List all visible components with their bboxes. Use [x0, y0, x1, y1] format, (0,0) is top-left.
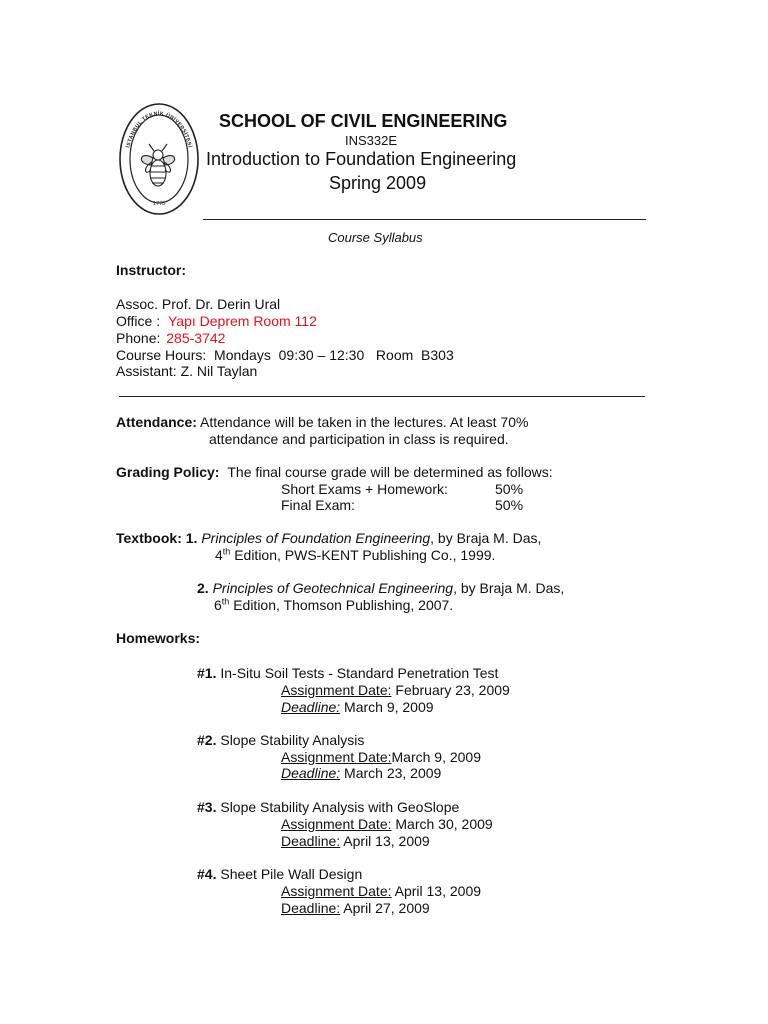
attendance-text-1: Attendance will be taken in the lectures. At least 70% [200, 414, 529, 430]
bee-emblem-icon [141, 144, 174, 186]
deadline-label: Deadline: [281, 833, 341, 849]
book-author: , by Braja M. Das, [453, 580, 565, 596]
grading-label: Grading Policy: [116, 464, 220, 480]
homework-deadline [281, 833, 430, 850]
phone-label: Phone: [116, 330, 161, 346]
phone-value: 285-3742 [166, 330, 226, 346]
book-edition-rest: Edition, Thomson Publishing, 2007. [229, 597, 454, 613]
grading-item-name: Short Exams + Homework: [281, 481, 448, 497]
book-edition-number: 4 [215, 547, 223, 563]
assignment-date-label: Assignment Date: [281, 816, 392, 832]
university-seal-logo [118, 102, 200, 216]
book-title: Principles of Foundation Engineering [201, 530, 431, 546]
book-edition-suffix: th [221, 596, 230, 607]
book-edition-suffix: th [222, 546, 231, 557]
homework-assignment [281, 682, 510, 699]
homework-title: Sheet Pile Wall Design [220, 866, 363, 882]
term: Spring 2009 [329, 173, 427, 193]
textbook-1-line [116, 530, 541, 547]
grading-item-value: 50% [495, 481, 524, 497]
attendance-label: Attendance: [116, 414, 197, 430]
deadline-label: Deadline: [281, 900, 341, 916]
deadline-date: March 9, 2009 [344, 699, 434, 715]
course-title: Introduction to Foundation Engineering [206, 149, 517, 169]
textbook-1-edition [215, 547, 495, 564]
deadline-date: April 27, 2009 [343, 900, 430, 916]
instructor-divider [119, 396, 645, 397]
assignment-date-label: Assignment Date: [281, 883, 392, 899]
assignment-date-label: Assignment Date: [281, 682, 392, 698]
homework-item [197, 665, 498, 682]
grading-item-name: Final Exam: [281, 497, 355, 513]
course-hours: Course Hours: Mondays 09:30 – 12:30 Room B303 [116, 347, 454, 363]
instructor-heading: Instructor: [116, 262, 186, 278]
deadline-label: Deadline: [281, 765, 341, 781]
office-label: Office : [116, 313, 161, 329]
header-divider [203, 219, 646, 220]
book-edition-number: 6 [214, 597, 222, 613]
deadline-date: March 23, 2009 [344, 765, 442, 781]
homework-number: #2. [197, 732, 217, 748]
deadline-date: April 13, 2009 [343, 833, 430, 849]
homework-item [197, 799, 459, 816]
homework-item [197, 732, 364, 749]
course-syllabus-subtitle: Course Syllabus [328, 230, 423, 245]
textbook-2-edition [214, 597, 453, 614]
school-title: SCHOOL OF CIVIL ENGINEERING [219, 111, 508, 131]
deadline-label: Deadline: [281, 699, 341, 715]
homework-number: #4. [197, 866, 217, 882]
homework-number: #3. [197, 799, 217, 815]
book-edition-rest: Edition, PWS-KENT Publishing Co., 1999. [230, 547, 496, 563]
attendance-text-2: attendance and participation in class is required. [209, 431, 509, 447]
homework-title: Slope Stability Analysis with GeoSlope [220, 799, 460, 815]
attendance-line-1 [116, 414, 528, 431]
seal-year: 1773 [152, 201, 166, 207]
book-author: , by Braja M. Das, [430, 530, 542, 546]
homework-title: In-Situ Soil Tests - Standard Penetration Test [220, 665, 499, 681]
grading-line [116, 464, 553, 481]
grading-item-value: 50% [495, 497, 524, 513]
book-number: 1. [185, 530, 198, 546]
seal-top-text: İSTANBUL TEKNİK ÜNİVERSİTESİ [125, 110, 193, 149]
assignment-date: February 23, 2009 [395, 682, 510, 698]
book-number: 2. [197, 580, 209, 596]
course-code: INS332E [345, 133, 398, 148]
homework-assignment [281, 816, 493, 833]
homework-number: #1. [197, 665, 217, 681]
homework-assignment [281, 883, 481, 900]
book-title: Principles of Geotechnical Engineering [212, 580, 454, 596]
assistant: Assistant: Z. Nil Taylan [116, 363, 258, 379]
textbook-label: Textbook: [116, 530, 182, 546]
phone-line [116, 330, 225, 347]
textbook-2-line [197, 580, 564, 597]
homework-assignment [281, 749, 481, 766]
homeworks-heading: Homeworks: [116, 630, 201, 646]
assignment-date-label: Assignment Date: [281, 749, 392, 765]
homework-title: Slope Stability Analysis [220, 732, 365, 748]
assignment-date: March 9, 2009 [391, 749, 481, 765]
assignment-date: March 30, 2009 [395, 816, 493, 832]
assignment-date: April 13, 2009 [394, 883, 482, 899]
instructor-name: Assoc. Prof. Dr. Derin Ural [116, 296, 281, 312]
homework-item [197, 866, 362, 883]
grading-text: The final course grade will be determined as follows: [227, 464, 553, 480]
office-line [116, 313, 317, 330]
homework-deadline [281, 699, 434, 716]
office-value: Yapı Deprem Room 112 [167, 313, 317, 329]
homework-deadline [281, 900, 430, 917]
homework-deadline [281, 765, 441, 782]
